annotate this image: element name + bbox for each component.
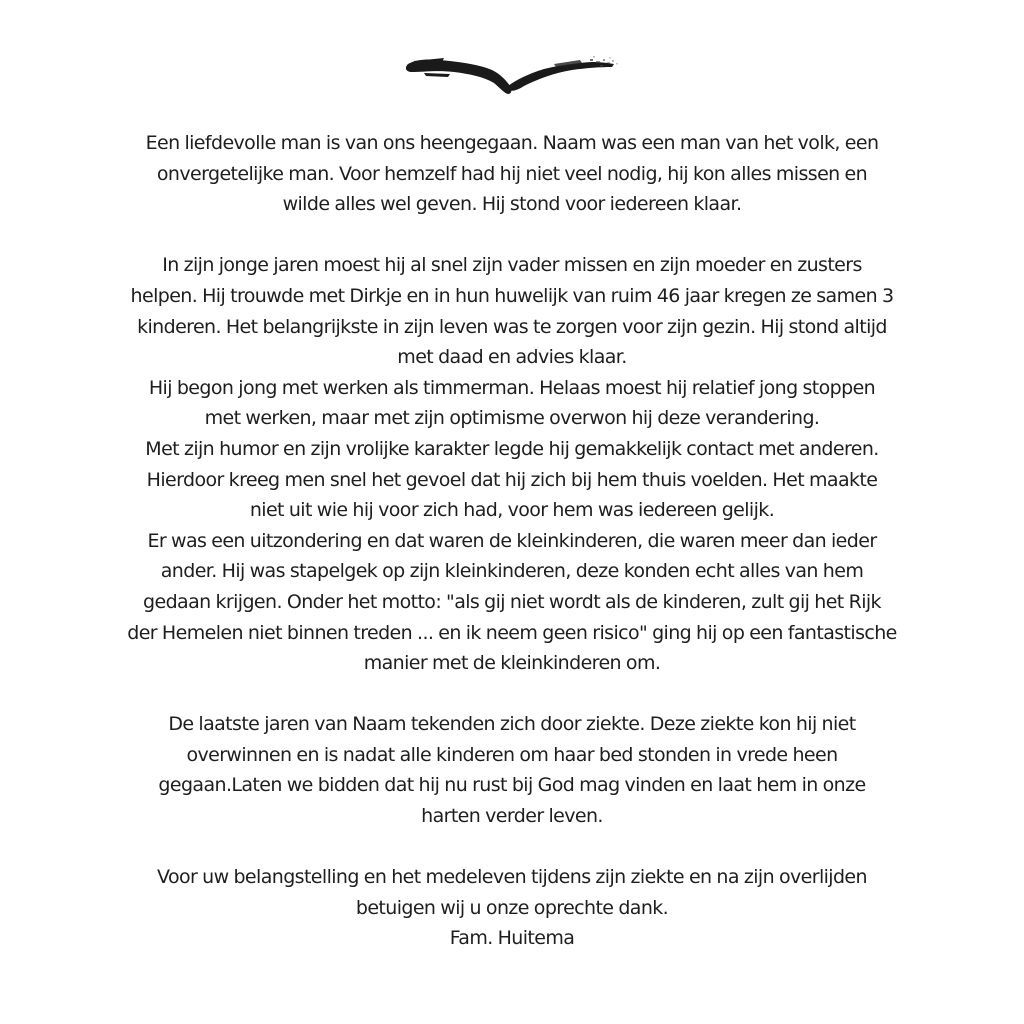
- text-line: kinderen. Het belangrijkste in zijn leven was te zorgen voor zijn gezin. Hij stond altijd: [137, 315, 887, 338]
- text-line: Voor uw belangstelling en het medeleven tijdens zijn ziekte en na zijn overlijden: [157, 866, 867, 889]
- text-line: betuigen wij u onze oprechte dank.: [355, 896, 669, 919]
- text-line: manier met de kleinkinderen om.: [363, 652, 661, 675]
- paragraph-life: [80, 250, 944, 678]
- text-line: niet uit wie hij voor zich had, voor hem was iedereen gelijk.: [249, 499, 775, 522]
- text-line: gedaan krijgen. Onder het motto: "als gij niet wordt als de kinderen, zult gij het Rijk: [143, 590, 881, 613]
- text-line: overwinnen en is nadat alle kinderen om haar bed stonden in vrede heen: [186, 743, 838, 766]
- text-line: met werken, maar met zijn optimisme overwon hij deze verandering.: [204, 407, 820, 430]
- text-line: onvergetelijke man. Voor hemzelf had hij niet veel nodig, hij kon alles missen en: [156, 162, 868, 185]
- signature: Fam. Huitema: [449, 927, 575, 950]
- paragraph-illness: [80, 709, 944, 831]
- text-line: helpen. Hij trouwde met Dirkje en in hun huwelijk van ruim 46 jaar kregen ze samen 3: [130, 284, 894, 307]
- memorial-text: [80, 128, 944, 954]
- text-line: Hierdoor kreeg men snel het gevoel dat hij zich bij hem thuis voelden. Het maakte: [146, 468, 878, 491]
- text-line: In zijn jonge jaren moest hij al snel zijn vader missen en zijn moeder en zusters: [162, 254, 862, 277]
- text-line: Met zijn humor en zijn vrolijke karakter legde hij gemakkelijk contact met anderen.: [145, 437, 879, 460]
- text-line: harten verder leven.: [421, 805, 603, 828]
- text-line: wilde alles wel geven. Hij stond voor iedereen klaar.: [282, 193, 742, 216]
- bird-brushstroke-icon: [404, 50, 624, 100]
- paragraph-intro: [80, 128, 944, 220]
- paragraph-thanks: [80, 862, 944, 954]
- text-line: ander. Hij was stapelgek op zijn kleinkinderen, deze konden echt alles van hem: [160, 560, 864, 583]
- text-line: De laatste jaren van Naam tekenden zich door ziekte. Deze ziekte kon hij niet: [168, 713, 856, 736]
- text-line: met daad en advies klaar.: [397, 346, 627, 369]
- text-line: der Hemelen niet binnen treden ... en ik neem geen risico" ging hij op een fantastische: [127, 621, 897, 644]
- text-line: gegaan.Laten we bidden dat hij nu rust bij God mag vinden en laat hem in onze: [158, 774, 866, 797]
- text-line: Een liefdevolle man is van ons heengegaan. Naam was een man van het volk, een: [145, 132, 879, 154]
- text-line: Er was een uitzondering en dat waren de kleinkinderen, die waren meer dan ieder: [147, 529, 877, 552]
- text-line: Hij begon jong met werken als timmerman. Helaas moest hij relatief jong stoppen: [148, 376, 876, 399]
